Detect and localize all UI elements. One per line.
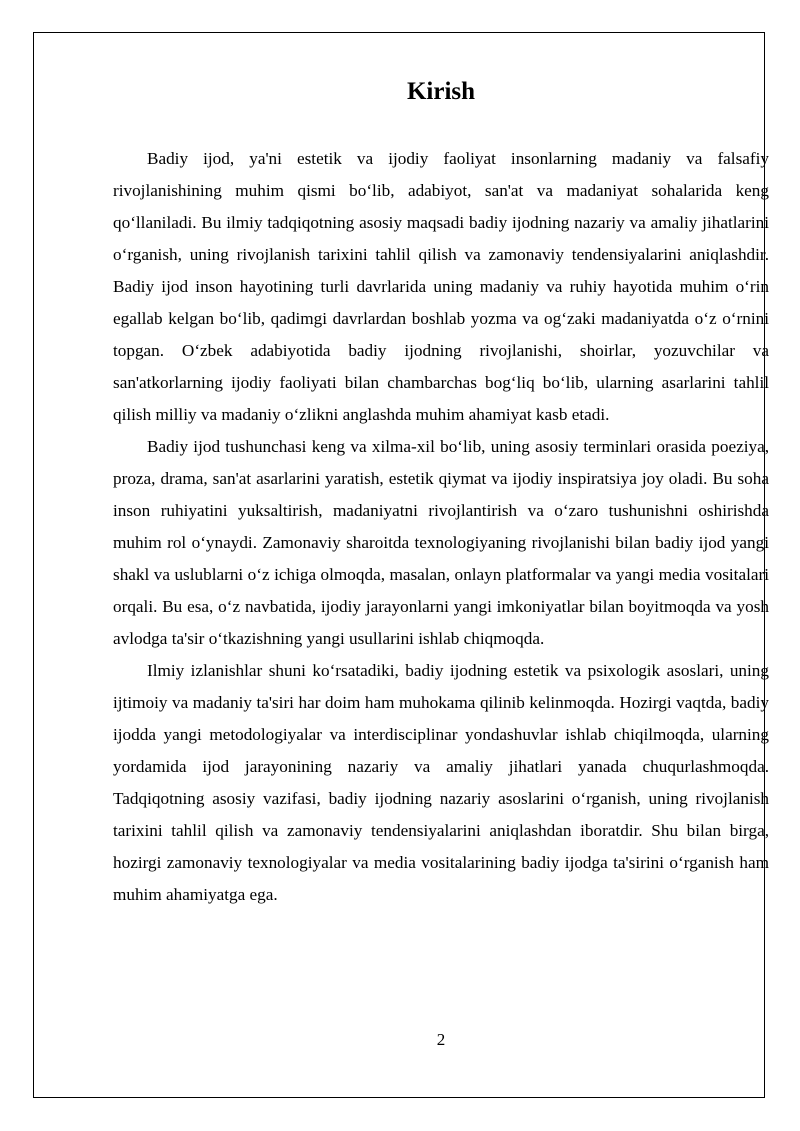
paragraph-2: Badiy ijod tushunchasi keng va xilma-xil bo‘lib, uning asosiy terminlari orasida poeziya, proza, drama, san'at asarlarini yaratish, estetik qiymat va ijodiy inspiratsiya joy oladi. Bu soha inson ruhiyatini yuksaltirish, madaniyatni rivojlantirish va o‘zaro tushunishni oshirishda muhim rol o‘ynaydi. Zamonaviy sharoitda texnologiyaning rivojlanishi bilan badiy ijod yangi shakl va uslublarni o‘z ichiga olmoqda, masalan, onlayn platformalar va yangi media vositalari orqali. Bu esa, o‘z navbatida, ijodiy jarayonlarni yangi imkoniyatlar bilan boyitmoqda va yosh avlodga ta'sir o‘tkazishning yangi usullarini ishlab chiqmoqda.: [113, 437, 769, 648]
paragraph-1: Badiy ijod, ya'ni estetik va ijodiy faoliyat insonlarning madaniy va falsafiy rivojlanishining muhim qismi bo‘lib, adabiyot, san'at va madaniyat sohalarida keng qo‘llaniladi. Bu ilmiy tadqiqotning asosiy maqsadi badiy ijodning nazariy va amaliy jihatlarini o‘rganish, uning rivojlanish tarixini tahlil qilish va zamonaviy tendensiyalarini aniqlashdir. Badiy ijod inson hayotining turli davrlarida uning madaniy va ruhiy hayotida muhim o‘rin egallab kelgan bo‘lib, qadimgi davrlardan boshlab yozma va og‘zaki madaniyatda o‘z o‘rnini topgan. O‘zbek adabiyotida badiy ijodning rivojlanishi, shoirlar, yozuvchilar va san'atkorlarning ijodiy faoliyati bilan chambarchas bog‘liq bo‘lib, ularning asarlarini tahlil qilish milliy va madaniy o‘zlikni anglashda muhim ahamiyat kasb etadi.: [113, 149, 769, 424]
paragraph-3: Ilmiy izlanishlar shuni ko‘rsatadiki, badiy ijodning estetik va psixologik asoslari, uning ijtimoiy va madaniy ta'siri har doim ham muhokama qilinib kelinmoqda. Hozirgi vaqtda, badiy ijodda yangi metodologiyalar va interdisciplinar yondashuvlar ishlab chiqilmoqda, ularning yordamida ijod jarayonining nazariy va amaliy jihatlari yanada chuqurlashmoqda. Tadqiqotning asosiy vazifasi, badiy ijodning nazariy asoslarini o‘rganish, uning rivojlanish tarixini tahlil qilish va zamonaviy tendensiyalarini aniqlashdan iboratdir. Shu bilan birga, hozirgi zamonaviy texnologiyalar va media vositalarining badiy ijodga ta'sirini o‘rganish ham muhim ahamiyatga ega.: [113, 661, 769, 904]
document-body: [113, 143, 769, 911]
page-number: 2: [436, 1030, 446, 1049]
page-title: Kirish: [406, 78, 476, 105]
